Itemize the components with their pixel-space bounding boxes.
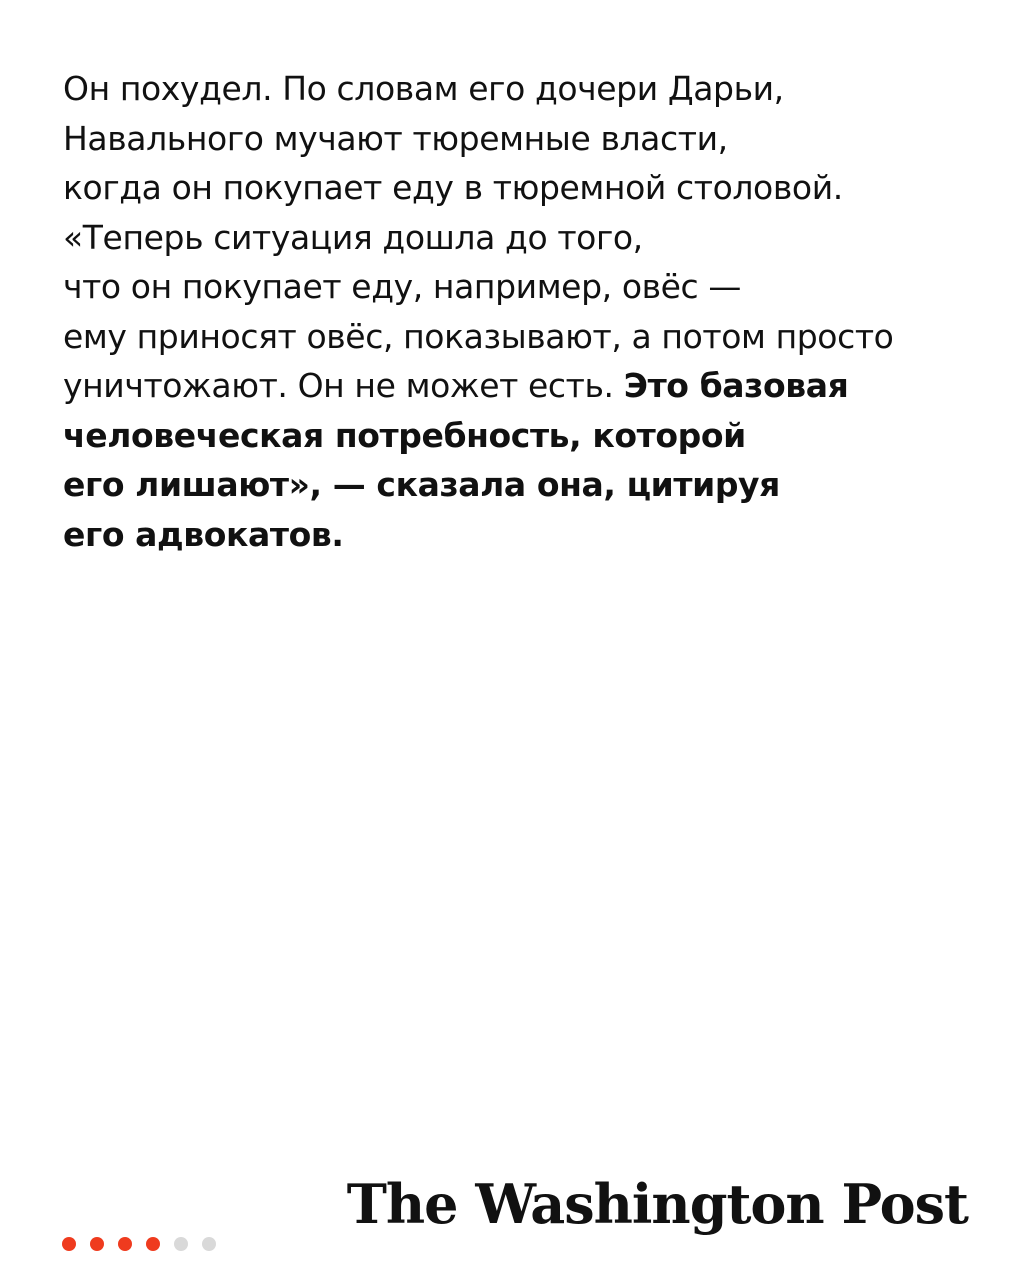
text-line-5: что он покупает еду, например, овёс — <box>63 267 741 306</box>
text-line-7-regular: уничтожают. Он не может есть. <box>63 366 614 405</box>
text-line-8: человеческая потребность, которой <box>63 415 746 455</box>
pager-dot-active <box>118 1237 132 1251</box>
quote-text <box>63 64 963 559</box>
text-line-2: Навального мучают тюремные власти, <box>63 118 728 158</box>
text-line-1: Он похудел. По словам его дочери Дарьи, <box>63 69 784 108</box>
text-line-7-bold: Это базовая <box>623 366 849 405</box>
text-line-3: когда он покупает еду в тюремной столовой. <box>63 168 843 207</box>
carousel-pager <box>62 1237 216 1251</box>
text-line-10: его адвокатов. <box>63 514 344 554</box>
text-line-4: «Теперь ситуация дошла до того, <box>63 217 643 257</box>
pager-dot-active <box>90 1237 104 1251</box>
text-line-6: ему приносят овёс, показывают, а потом просто <box>63 316 894 356</box>
pager-dot-inactive <box>202 1237 216 1251</box>
text-line-9: его лишают», — сказала она, цитируя <box>63 465 780 504</box>
text-line-7 <box>63 361 963 411</box>
pager-dot-active <box>146 1237 160 1251</box>
washington-post-logo: The Washington Post <box>346 1172 968 1236</box>
pager-dot-inactive <box>174 1237 188 1251</box>
pager-dot-active <box>62 1237 76 1251</box>
